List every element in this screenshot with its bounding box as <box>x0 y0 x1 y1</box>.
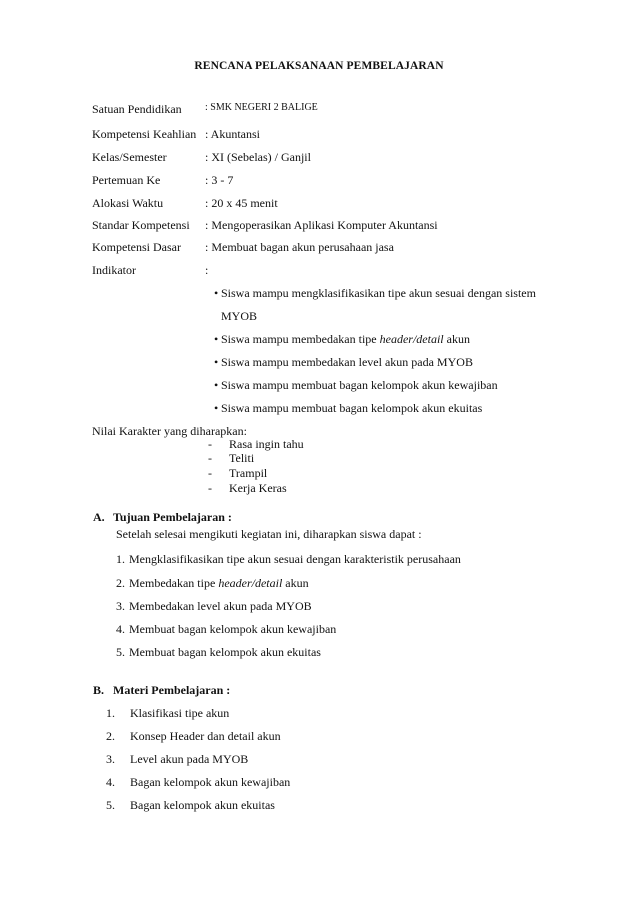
nilai-karakter-text: Teliti <box>229 451 255 465</box>
nilai-karakter-text: Trampil <box>229 466 268 480</box>
item-number: 1. <box>106 706 115 720</box>
section-title: Materi Pembelajaran : <box>113 683 231 697</box>
item-number: 4. <box>116 622 125 636</box>
bullet-text: Siswa mampu membedakan level akun pada MYOB <box>221 355 473 369</box>
item-number: 2. <box>116 576 125 590</box>
dash-icon: - <box>208 451 212 465</box>
item-text <box>129 576 309 591</box>
item-number: 1. <box>116 552 125 566</box>
section-title: Tujuan Pembelajaran : <box>113 510 232 524</box>
info-label: Indikator <box>92 263 136 277</box>
item-text: Bagan kelompok akun kewajiban <box>130 775 291 789</box>
item-text: Membuat bagan kelompok akun ekuitas <box>129 645 321 659</box>
info-label: Satuan Pendidikan <box>92 102 182 116</box>
bullet-text: Siswa mampu membuat bagan kelompok akun ekuitas <box>221 401 483 415</box>
item-number: 3. <box>116 599 125 613</box>
info-value: : SMK NEGERI 2 BALIGE <box>205 102 318 113</box>
info-value: : Mengoperasikan Aplikasi Komputer Akuntansi <box>205 218 438 232</box>
bullet-text-italic: header/detail <box>379 332 444 346</box>
item-text: Level akun pada MYOB <box>130 752 249 766</box>
item-text-post: akun <box>282 576 309 590</box>
item-text: Klasifikasi tipe akun <box>130 706 230 720</box>
bullet-text <box>221 332 470 347</box>
bullet-icon: • <box>214 355 219 369</box>
item-number: 5. <box>116 645 125 659</box>
item-number: 2. <box>106 729 115 743</box>
dash-icon: - <box>208 481 212 495</box>
item-number: 3. <box>106 752 115 766</box>
bullet-text: MYOB <box>221 309 258 323</box>
section-letter: A. <box>93 510 105 524</box>
info-label: Kompetensi Keahlian <box>92 127 197 141</box>
item-text-italic: header/detail <box>218 576 283 590</box>
info-label: Alokasi Waktu <box>92 196 164 210</box>
section-letter: B. <box>93 683 105 697</box>
dash-icon: - <box>208 466 212 480</box>
bullet-text: Siswa mampu mengklasifikasikan tipe akun sesuai dengan sistem <box>221 286 536 300</box>
info-label: Pertemuan Ke <box>92 173 161 187</box>
info-label: Kompetensi Dasar <box>92 240 181 254</box>
info-value: : Membuat bagan akun perusahaan jasa <box>205 240 394 254</box>
info-value: : 20 x 45 menit <box>205 196 278 210</box>
bullet-text: Siswa mampu membuat bagan kelompok akun kewajiban <box>221 378 498 392</box>
dash-icon: - <box>208 437 212 451</box>
info-label: Standar Kompetensi <box>92 218 190 232</box>
item-text: Konsep Header dan detail akun <box>130 729 281 743</box>
nilai-karakter-heading: Nilai Karakter yang diharapkan: <box>92 424 247 438</box>
bullet-text-pre: Siswa mampu membedakan tipe <box>221 332 380 346</box>
item-text-pre: Membedakan tipe <box>129 576 219 590</box>
bullet-icon: • <box>214 332 219 346</box>
info-value: : 3 - 7 <box>205 173 234 187</box>
item-number: 4. <box>106 775 115 789</box>
item-text: Bagan kelompok akun ekuitas <box>130 798 275 812</box>
info-value: : Akuntansi <box>205 127 261 141</box>
item-text: Membedakan level akun pada MYOB <box>129 599 312 613</box>
info-label: Kelas/Semester <box>92 150 167 164</box>
document-title: RENCANA PELAKSANAAN PEMBELAJARAN <box>194 60 444 72</box>
info-value: : <box>205 263 209 277</box>
bullet-text-post: akun <box>443 332 470 346</box>
item-text: Membuat bagan kelompok akun kewajiban <box>129 622 337 636</box>
nilai-karakter-text: Kerja Keras <box>229 481 287 495</box>
item-text: Mengklasifikasikan tipe akun sesuai dengan karakteristik perusahaan <box>129 552 461 566</box>
bullet-icon: • <box>214 286 219 300</box>
bullet-icon: • <box>214 401 219 415</box>
item-number: 5. <box>106 798 115 812</box>
bullet-icon: • <box>214 378 219 392</box>
tujuan-intro: Setelah selesai mengikuti kegiatan ini, diharapkan siswa dapat : <box>116 527 422 541</box>
nilai-karakter-text: Rasa ingin tahu <box>229 437 304 451</box>
info-value: : XI (Sebelas) / Ganjil <box>205 150 311 164</box>
